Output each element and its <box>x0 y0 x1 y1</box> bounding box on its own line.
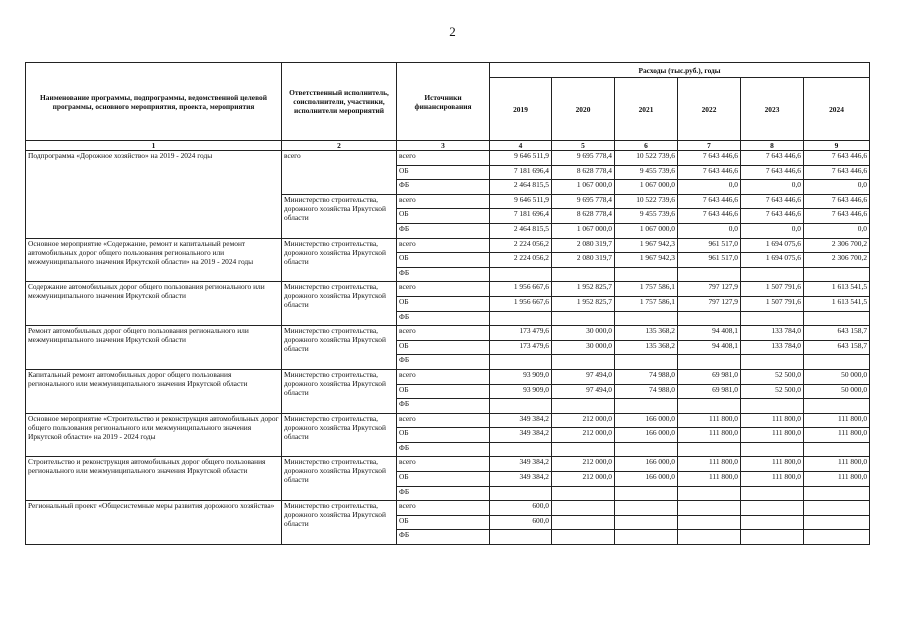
row-executor: Министерство строительства, дорожного хозяйства Иркутской области <box>282 194 397 238</box>
value-cell-2019: 93 909,0 <box>490 369 552 384</box>
value-cell-2023 <box>741 530 804 545</box>
table-row <box>26 282 870 297</box>
row-name: Основное мероприятие «Строительство и реконструкция автомобильных дорог общего пользования регионального или межмуниципального значения Иркутской области» на 2019 - 2024 годы <box>26 413 282 457</box>
table-row <box>26 457 870 472</box>
table-row <box>26 326 870 341</box>
value-cell-2020 <box>552 311 615 326</box>
expenses-table <box>25 62 870 545</box>
row-source: ФБ <box>397 267 490 282</box>
value-cell-2020: 212 000,0 <box>552 428 615 443</box>
value-cell-2024: 111 800,0 <box>804 457 870 472</box>
value-cell-2020: 9 695 778,4 <box>552 151 615 166</box>
value-cell-2019 <box>490 355 552 370</box>
value-cell-2022 <box>678 442 741 457</box>
value-cell-2019: 349 384,2 <box>490 457 552 472</box>
value-cell-2020: 1 952 825,7 <box>552 296 615 311</box>
table-body <box>26 151 870 545</box>
value-cell-2019 <box>490 311 552 326</box>
value-cell-2021: 1 067 000,0 <box>615 180 678 195</box>
value-cell-2020: 8 628 778,4 <box>552 165 615 180</box>
row-source: ФБ <box>397 442 490 457</box>
value-cell-2021 <box>615 311 678 326</box>
value-cell-2020 <box>552 486 615 501</box>
value-cell-2020: 1 067 000,0 <box>552 223 615 238</box>
value-cell-2023: 111 800,0 <box>741 457 804 472</box>
value-cell-2021: 74 988,0 <box>615 369 678 384</box>
row-executor: Министерство строительства, дорожного хозяйства Иркутской области <box>282 282 397 326</box>
value-cell-2024 <box>804 399 870 414</box>
row-source: всего <box>397 282 490 297</box>
value-cell-2022: 69 981,0 <box>678 369 741 384</box>
value-cell-2023: 7 643 446,6 <box>741 151 804 166</box>
value-cell-2019: 173 479,6 <box>490 340 552 355</box>
value-cell-2024 <box>804 442 870 457</box>
value-cell-2021 <box>615 355 678 370</box>
value-cell-2022: 797 127,9 <box>678 282 741 297</box>
row-source: всего <box>397 501 490 516</box>
value-cell-2023 <box>741 311 804 326</box>
value-cell-2021: 1 757 586,1 <box>615 296 678 311</box>
value-cell-2021: 135 368,2 <box>615 326 678 341</box>
value-cell-2024: 2 306 700,2 <box>804 253 870 268</box>
value-cell-2022: 7 643 446,6 <box>678 165 741 180</box>
row-source: всего <box>397 369 490 384</box>
value-cell-2022: 7 643 446,6 <box>678 151 741 166</box>
value-cell-2024 <box>804 501 870 516</box>
value-cell-2021: 1 757 586,1 <box>615 282 678 297</box>
row-source: ОБ <box>397 472 490 487</box>
value-cell-2024: 50 000,0 <box>804 369 870 384</box>
value-cell-2024: 2 306 700,2 <box>804 238 870 253</box>
value-cell-2021: 10 522 739,6 <box>615 194 678 209</box>
value-cell-2020: 8 628 778,4 <box>552 209 615 224</box>
row-source: всего <box>397 457 490 472</box>
value-cell-2020: 9 695 778,4 <box>552 194 615 209</box>
value-cell-2022: 94 408,1 <box>678 340 741 355</box>
value-cell-2020: 97 494,0 <box>552 369 615 384</box>
value-cell-2022: 797 127,9 <box>678 296 741 311</box>
value-cell-2024: 7 643 446,6 <box>804 209 870 224</box>
value-cell-2023: 7 643 446,6 <box>741 194 804 209</box>
value-cell-2021: 10 522 739,6 <box>615 151 678 166</box>
row-source: ФБ <box>397 399 490 414</box>
table-row <box>26 413 870 428</box>
value-cell-2021 <box>615 515 678 530</box>
table-row <box>26 151 870 166</box>
value-cell-2023: 1 507 791,6 <box>741 296 804 311</box>
value-cell-2023: 111 800,0 <box>741 413 804 428</box>
value-cell-2022 <box>678 515 741 530</box>
value-cell-2019 <box>490 530 552 545</box>
value-cell-2022 <box>678 267 741 282</box>
value-cell-2020: 2 080 319,7 <box>552 253 615 268</box>
value-cell-2023: 1 694 075,6 <box>741 253 804 268</box>
row-executor: Министерство строительства, дорожного хозяйства Иркутской области <box>282 238 397 282</box>
value-cell-2019: 9 646 511,9 <box>490 194 552 209</box>
value-cell-2024 <box>804 515 870 530</box>
table-row <box>26 501 870 516</box>
value-cell-2019: 7 181 696,4 <box>490 165 552 180</box>
row-name: Подпрограмма «Дорожное хозяйство» на 2019 - 2024 годы <box>26 151 282 239</box>
row-name: Основное мероприятие «Содержание, ремонт и капитальный ремонт автомобильных дорог общего пользования регионального или межмуниципального значения Иркутской области» на 2019 - 2024 годы <box>26 238 282 282</box>
value-cell-2021 <box>615 399 678 414</box>
row-source: ОБ <box>397 165 490 180</box>
value-cell-2022 <box>678 399 741 414</box>
value-cell-2021 <box>615 442 678 457</box>
value-cell-2019: 2 224 056,2 <box>490 238 552 253</box>
row-source: ФБ <box>397 530 490 545</box>
header-executor: Ответственный исполнитель, соисполнители, участники, исполнители мероприятий <box>282 63 397 141</box>
value-cell-2024: 111 800,0 <box>804 428 870 443</box>
value-cell-2019: 7 181 696,4 <box>490 209 552 224</box>
value-cell-2022: 961 517,0 <box>678 253 741 268</box>
value-cell-2023: 111 800,0 <box>741 472 804 487</box>
value-cell-2020: 212 000,0 <box>552 472 615 487</box>
row-executor: Министерство строительства, дорожного хозяйства Иркутской области <box>282 457 397 501</box>
value-cell-2024 <box>804 486 870 501</box>
value-cell-2023 <box>741 442 804 457</box>
value-cell-2020: 1 952 825,7 <box>552 282 615 297</box>
value-cell-2020: 212 000,0 <box>552 457 615 472</box>
value-cell-2023: 1 694 075,6 <box>741 238 804 253</box>
value-cell-2024: 111 800,0 <box>804 413 870 428</box>
header-source: Источники финансирования <box>397 63 490 141</box>
value-cell-2022: 0,0 <box>678 223 741 238</box>
value-cell-2022 <box>678 311 741 326</box>
value-cell-2022 <box>678 486 741 501</box>
value-cell-2021: 9 455 739,6 <box>615 209 678 224</box>
header-year-2024: 2024 <box>804 78 870 141</box>
value-cell-2024: 1 613 541,5 <box>804 282 870 297</box>
value-cell-2019: 93 909,0 <box>490 384 552 399</box>
row-source: всего <box>397 194 490 209</box>
value-cell-2022: 94 408,1 <box>678 326 741 341</box>
value-cell-2021 <box>615 486 678 501</box>
value-cell-2019 <box>490 399 552 414</box>
row-source: ОБ <box>397 428 490 443</box>
row-source: ФБ <box>397 355 490 370</box>
row-executor: Министерство строительства, дорожного хозяйства Иркутской области <box>282 501 397 545</box>
row-executor: всего <box>282 151 397 195</box>
value-cell-2019: 349 384,2 <box>490 413 552 428</box>
value-cell-2023: 52 500,0 <box>741 384 804 399</box>
value-cell-2024 <box>804 355 870 370</box>
value-cell-2022: 7 643 446,6 <box>678 194 741 209</box>
value-cell-2019 <box>490 486 552 501</box>
row-source: ФБ <box>397 311 490 326</box>
value-cell-2020: 30 000,0 <box>552 326 615 341</box>
value-cell-2019: 349 384,2 <box>490 472 552 487</box>
value-cell-2024: 1 613 541,5 <box>804 296 870 311</box>
row-source: всего <box>397 151 490 166</box>
value-cell-2019: 2 464 815,5 <box>490 223 552 238</box>
value-cell-2022: 111 800,0 <box>678 457 741 472</box>
row-source: ОБ <box>397 209 490 224</box>
value-cell-2021: 1 067 000,0 <box>615 223 678 238</box>
value-cell-2023 <box>741 515 804 530</box>
value-cell-2019 <box>490 442 552 457</box>
value-cell-2019 <box>490 267 552 282</box>
header-expenses: Расходы (тыс.руб.), годы <box>490 63 870 78</box>
value-cell-2023: 133 784,0 <box>741 326 804 341</box>
value-cell-2019: 600,0 <box>490 515 552 530</box>
row-source: всего <box>397 326 490 341</box>
header-year-2023: 2023 <box>741 78 804 141</box>
header-year-2021: 2021 <box>615 78 678 141</box>
value-cell-2021: 166 000,0 <box>615 413 678 428</box>
row-name: Ремонт автомобильных дорог общего пользования регионального или межмуниципального значения Иркутской области <box>26 326 282 370</box>
value-cell-2022: 961 517,0 <box>678 238 741 253</box>
value-cell-2023 <box>741 501 804 516</box>
value-cell-2020: 1 067 000,0 <box>552 180 615 195</box>
value-cell-2022 <box>678 501 741 516</box>
column-number: 5 <box>552 141 615 151</box>
row-source: ФБ <box>397 223 490 238</box>
value-cell-2023: 0,0 <box>741 180 804 195</box>
value-cell-2021 <box>615 501 678 516</box>
value-cell-2024: 0,0 <box>804 223 870 238</box>
value-cell-2021: 9 455 739,6 <box>615 165 678 180</box>
row-executor: Министерство строительства, дорожного хозяйства Иркутской области <box>282 369 397 413</box>
value-cell-2021: 1 967 942,3 <box>615 253 678 268</box>
value-cell-2021: 166 000,0 <box>615 428 678 443</box>
header-name: Наименование программы, подпрограммы, ведомственной целевой программы, основного мероприятия, проекта, мероприятия <box>26 63 282 141</box>
value-cell-2020 <box>552 501 615 516</box>
value-cell-2023 <box>741 486 804 501</box>
value-cell-2020 <box>552 355 615 370</box>
value-cell-2022: 111 800,0 <box>678 413 741 428</box>
row-source: всего <box>397 238 490 253</box>
value-cell-2021: 135 368,2 <box>615 340 678 355</box>
table-row <box>26 369 870 384</box>
value-cell-2022: 111 800,0 <box>678 472 741 487</box>
row-executor: Министерство строительства, дорожного хозяйства Иркутской области <box>282 326 397 370</box>
value-cell-2024: 0,0 <box>804 180 870 195</box>
value-cell-2023 <box>741 355 804 370</box>
row-name: Строительство и реконструкция автомобильных дорог общего пользования регионального или межмуниципального значения Иркутской области <box>26 457 282 501</box>
value-cell-2024: 111 800,0 <box>804 472 870 487</box>
value-cell-2019: 2 464 815,5 <box>490 180 552 195</box>
value-cell-2020: 212 000,0 <box>552 413 615 428</box>
value-cell-2021: 74 988,0 <box>615 384 678 399</box>
column-number: 6 <box>615 141 678 151</box>
value-cell-2024: 50 000,0 <box>804 384 870 399</box>
value-cell-2024 <box>804 267 870 282</box>
value-cell-2022: 111 800,0 <box>678 428 741 443</box>
row-source: ОБ <box>397 515 490 530</box>
value-cell-2020: 2 080 319,7 <box>552 238 615 253</box>
row-name: Содержание автомобильных дорог общего пользования регионального или межмуниципального значения Иркутской области <box>26 282 282 326</box>
value-cell-2021 <box>615 530 678 545</box>
value-cell-2023 <box>741 399 804 414</box>
value-cell-2023: 52 500,0 <box>741 369 804 384</box>
row-source: ФБ <box>397 180 490 195</box>
row-source: ФБ <box>397 486 490 501</box>
value-cell-2022: 7 643 446,6 <box>678 209 741 224</box>
row-source: всего <box>397 413 490 428</box>
value-cell-2019: 9 646 511,9 <box>490 151 552 166</box>
row-source: ОБ <box>397 340 490 355</box>
value-cell-2019: 173 479,6 <box>490 326 552 341</box>
value-cell-2024 <box>804 530 870 545</box>
row-name: Капитальный ремонт автомобильных дорог общего пользования регионального или межмуниципального значения Иркутской области <box>26 369 282 413</box>
column-number: 4 <box>490 141 552 151</box>
header-year-2019: 2019 <box>490 78 552 141</box>
value-cell-2021: 166 000,0 <box>615 472 678 487</box>
value-cell-2021: 166 000,0 <box>615 457 678 472</box>
value-cell-2022: 0,0 <box>678 180 741 195</box>
value-cell-2023 <box>741 267 804 282</box>
value-cell-2023: 0,0 <box>741 223 804 238</box>
value-cell-2021 <box>615 267 678 282</box>
value-cell-2022 <box>678 530 741 545</box>
table-row <box>26 238 870 253</box>
value-cell-2019: 349 384,2 <box>490 428 552 443</box>
value-cell-2023: 111 800,0 <box>741 428 804 443</box>
value-cell-2020 <box>552 530 615 545</box>
expenses-table-container <box>25 62 869 545</box>
value-cell-2020: 97 494,0 <box>552 384 615 399</box>
value-cell-2024: 643 158,7 <box>804 326 870 341</box>
page-number: 2 <box>449 24 456 39</box>
value-cell-2024: 7 643 446,6 <box>804 151 870 166</box>
value-cell-2021: 1 967 942,3 <box>615 238 678 253</box>
value-cell-2024: 7 643 446,6 <box>804 194 870 209</box>
column-number: 7 <box>678 141 741 151</box>
row-executor: Министерство строительства, дорожного хозяйства Иркутской области <box>282 413 397 457</box>
row-source: ОБ <box>397 384 490 399</box>
table-header <box>26 63 870 151</box>
value-cell-2023: 133 784,0 <box>741 340 804 355</box>
value-cell-2024: 7 643 446,6 <box>804 165 870 180</box>
row-source: ОБ <box>397 296 490 311</box>
value-cell-2019: 1 956 667,6 <box>490 282 552 297</box>
value-cell-2023: 1 507 791,6 <box>741 282 804 297</box>
row-source: ОБ <box>397 253 490 268</box>
column-number: 2 <box>282 141 397 151</box>
column-number: 8 <box>741 141 804 151</box>
value-cell-2024 <box>804 311 870 326</box>
value-cell-2023: 7 643 446,6 <box>741 209 804 224</box>
row-name: Региональный проект «Общесистемные меры развития дорожного хозяйства» <box>26 501 282 545</box>
header-year-2022: 2022 <box>678 78 741 141</box>
value-cell-2019: 1 956 667,6 <box>490 296 552 311</box>
column-number: 1 <box>26 141 282 151</box>
column-number: 3 <box>397 141 490 151</box>
value-cell-2023: 7 643 446,6 <box>741 165 804 180</box>
value-cell-2019: 600,0 <box>490 501 552 516</box>
value-cell-2020 <box>552 515 615 530</box>
value-cell-2020: 30 000,0 <box>552 340 615 355</box>
header-year-2020: 2020 <box>552 78 615 141</box>
value-cell-2022 <box>678 355 741 370</box>
value-cell-2020 <box>552 399 615 414</box>
value-cell-2022: 69 981,0 <box>678 384 741 399</box>
value-cell-2020 <box>552 442 615 457</box>
value-cell-2019: 2 224 056,2 <box>490 253 552 268</box>
column-number: 9 <box>804 141 870 151</box>
value-cell-2024: 643 158,7 <box>804 340 870 355</box>
value-cell-2020 <box>552 267 615 282</box>
